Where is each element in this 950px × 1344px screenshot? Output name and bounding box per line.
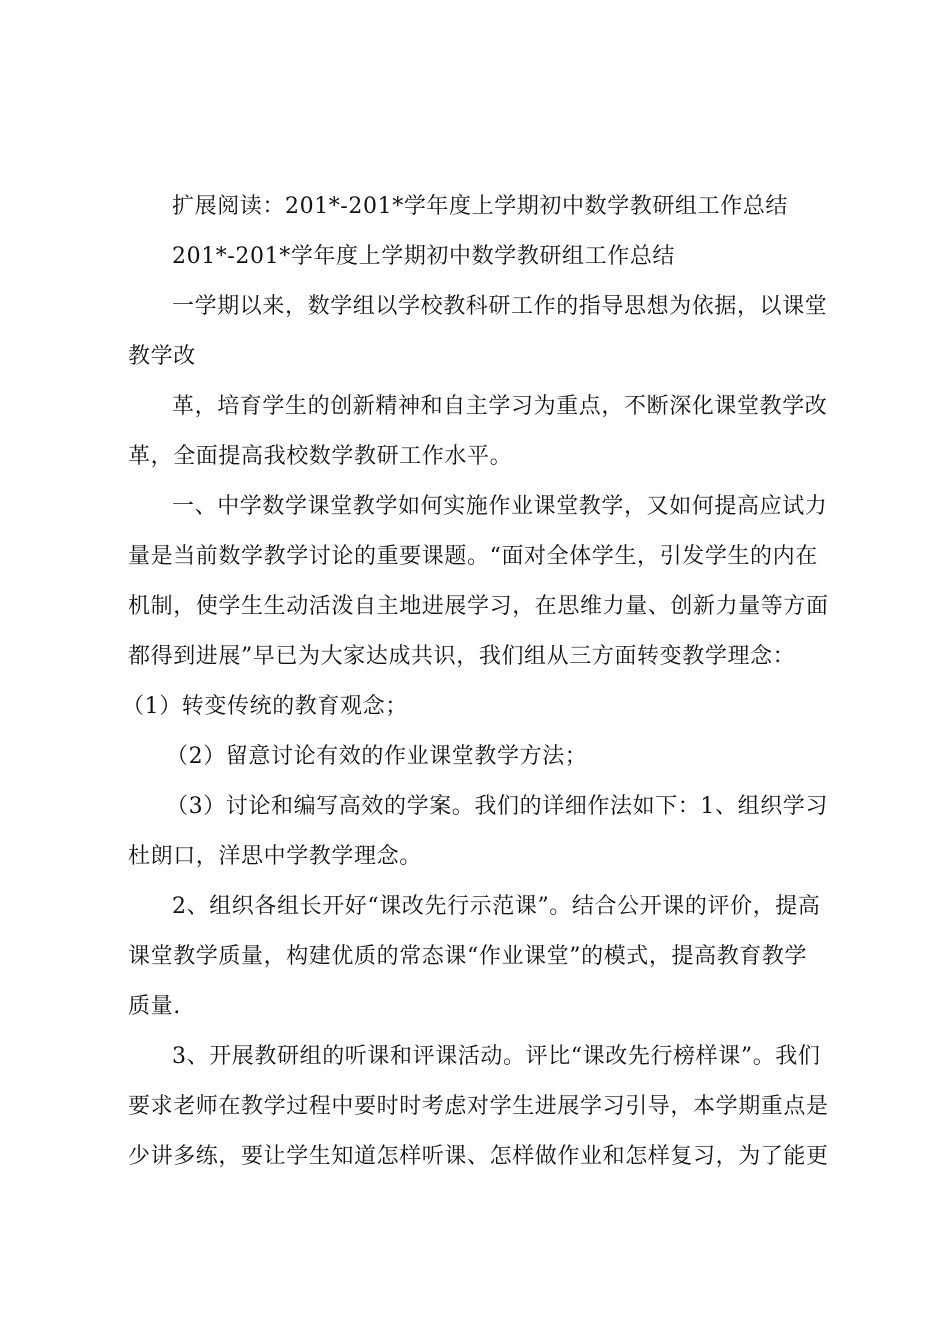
paragraph-line: 一、中学数学课堂教学如何实施作业课堂教学，又如何提高应试力 [172, 494, 828, 519]
paragraph-line: 机制，使学生生动活泼自主地进展学习，在思维力量、创新力量等方面 [128, 594, 829, 619]
paragraph-line: 都得到进展”早已为大家达成共识，我们组从三方面转变教学理念： [128, 644, 796, 669]
paragraph-line: 杜朗口，洋思中学教学理念。 [128, 844, 422, 869]
paragraph-line: 质量. [128, 994, 181, 1019]
paragraph-line: 3、开展教研组的听课和评课活动。评比“课改先行榜样课”。我们 [172, 1044, 821, 1069]
paragraph-line: 2、组织各组长开好“课改先行示范课”。结合公开课的评价，提高 [172, 894, 821, 919]
paragraph-line: 要求老师在教学过程中要时时考虑对学生进展学习引导，本学期重点是 [128, 1094, 829, 1119]
paragraph-line: 少讲多练，要让学生知道怎样听课、怎样做作业和怎样复习，为了能更 [128, 1144, 829, 1169]
list-item: （2）留意讨论有效的作业课堂教学方法； [166, 744, 588, 769]
heading-title: 201*-201*学年度上学期初中数学教研组工作总结 [172, 244, 676, 269]
paragraph-line: 量是当前数学教学讨论的重要课题。“面对全体学生，引发学生的内在 [128, 544, 818, 569]
paragraph-line: 教学改 [128, 344, 196, 369]
list-item: （1）转变传统的教育观念； [122, 694, 408, 719]
paragraph-line: 课堂教学质量，构建优质的常态课“作业课堂”的模式，提高教育教学 [128, 944, 808, 969]
heading-extended-reading: 扩展阅读：201*-201*学年度上学期初中数学教研组工作总结 [172, 194, 789, 219]
list-item: （3）讨论和编写高效的学案。我们的详细作法如下：1、组织学习 [166, 794, 828, 819]
paragraph-line: 革，全面提高我校数学教研工作水平。 [128, 444, 513, 469]
paragraph-line: 一学期以来，数学组以学校教科研工作的指导思想为依据，以课堂 [172, 294, 828, 319]
paragraph-line: 革，培育学生的创新精神和自主学习为重点，不断深化课堂教学改 [172, 394, 828, 419]
